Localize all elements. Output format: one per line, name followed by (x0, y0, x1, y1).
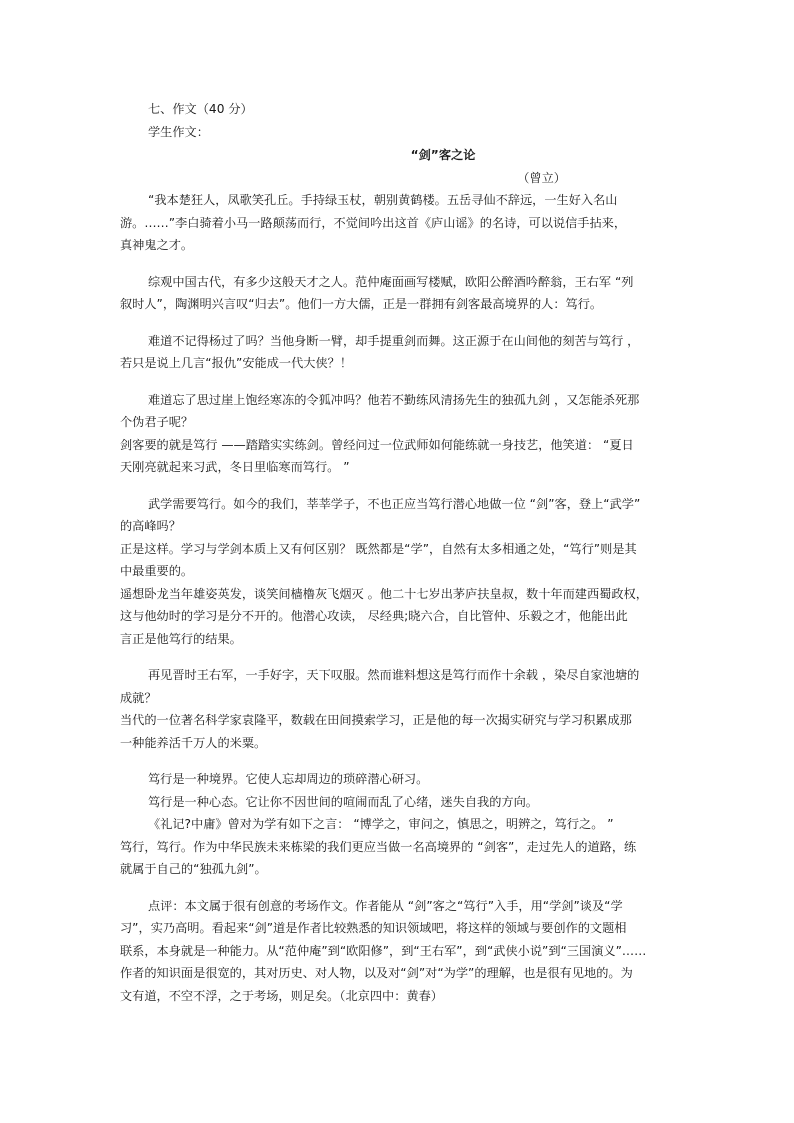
essay-author: （曾立） (517, 170, 566, 185)
text-line: 综观中国古代，有多少这般天才之人。范仲庵面画写楼赋，欧阳公醉酒吟醉翁，王右军 “列 (148, 274, 634, 289)
commentary (120, 895, 676, 1008)
section-heading: 七、作文（40 分） (148, 102, 253, 116)
text-line: 叙时人”，陶渊明兴言叹“归去”。他们一方大儒，正是一群拥有剑客最高境界的人：笃行。 (120, 297, 603, 311)
text-line: 一种能养活千万人的米粟。 (120, 735, 267, 750)
essay-document (120, 98, 676, 1007)
text-line: 作者的知识面是很宽的，其对历史、对人物，以及对“剑”对“为学”的理解，也是很有见地的。为 (120, 966, 633, 980)
text-line: 习”，实乃高明。看起来“剑”道是作者比较熟悉的知识领域吧，将这样的领域与要创作的文题相 (120, 921, 627, 935)
text-line: 联系，本身就是一种能力。从“范仲庵”到“欧阳修”，到“王右军”，到“武侠小说”到“三国演义”…… (120, 943, 647, 958)
text-line: 成就？ (120, 690, 157, 705)
text-line: 《礼记?中庸》曾对为学有如下之言： “博学之，审问之，慎思之，明辨之，笃行之。 ” (148, 817, 614, 831)
text-line: 若只是说上几言“报仇”安能成一代大侠？！ (120, 356, 353, 370)
text-line: 的高峰吗？ (120, 519, 181, 533)
text-line: 难道不记得杨过了吗？当他身断一臂，却手提重剑而舞。这正源于在山间他的刻苦与笃行 ， (148, 333, 640, 348)
text-line: 个伪君子呢？ (120, 415, 194, 429)
text-line: 中最重要的。 (120, 564, 194, 578)
essay-title: “剑”客之论 (410, 148, 476, 162)
paragraph-6 (120, 664, 676, 754)
text-line: 笃行是一种心态。它让你不因世间的喧闹而乱了心绪，迷失自我的方向。 (148, 794, 538, 809)
text-line: 真神鬼之才。 (120, 238, 194, 252)
text-line: 正是这样。学习与学剑本质上又有何区别？ 既然都是“学”，自然有太多相通之处，“笃行”则是其 (120, 541, 637, 556)
paragraph-1 (120, 189, 676, 257)
text-line: 就属于自己的“独孤九剑”。 (120, 862, 267, 876)
text-line: 天刚亮就起来习武，冬日里临寒而笃行。 ” (120, 460, 350, 474)
paragraph-5 (120, 493, 676, 651)
text-line: 再见晋时王右军，一手好字，天下叹服。然而谁料想这是笃行而作十余载 ，染尽自家池塘的 (148, 668, 640, 682)
text-line: 言正是他笃行的结果。 (120, 631, 242, 646)
paragraph-3 (120, 330, 676, 375)
text-line: 笃行是一种境界。它使人忘却周边的琐碎潜心研习。 (148, 772, 429, 786)
student-label: 学生作文： (148, 124, 209, 139)
text-line: “我本楚狂人，凤歌笑孔丘。手持绿玉杖，朝别黄鹤楼。五岳寻仙不辞远，一生好入名山 (148, 193, 618, 207)
text-line: 笃行，笃行。作为中华民族未来栋梁的我们更应当做一名高境界的 “剑客”，走过先人的道路，练 (120, 839, 637, 854)
text-line: 武学需要笃行。如今的我们，莘莘学子，不也正应当笃行潜心地做一位 “剑”客，登上“武学” (148, 496, 641, 511)
text-line: 点评：本文属于很有创意的考场作文。作者能从 “剑”客之“笃行”入手，用“学剑”谈及“学 (148, 898, 623, 913)
text-line: 难道忘了思过崖上饱经寒冻的令狐冲吗？他若不勤练风清扬先生的独孤九剑 ，又怎能杀死那 (148, 392, 640, 407)
paragraph-2 (120, 271, 676, 316)
paragraph-4 (120, 389, 676, 479)
text-line: 这与他幼时的学习是分不开的。他潜心攻读， 尽经典;晓六合，自比管仲、乐毅之才，他能出此 (120, 609, 628, 623)
text-line: 文有道，不空不浮，之于考场，则足矣。（北京四中：黄春） (120, 988, 443, 1003)
text-line: 遥想卧龙当年雄姿英发，谈笑间樯橹灰飞烟灭 。他二十七岁出茅庐扶皇叔，数十年而建西蜀政权， (120, 586, 648, 601)
text-line: 游。……”李白骑着小马一路颠荡而行，不觉间吟出这首《庐山谣》的名诗，可以说信手拈来， (120, 215, 627, 230)
text-line: 当代的一位著名科学家袁隆平，数载在田间摸索学习，正是他的每一次揭实研究与学习积累成那 (120, 713, 632, 727)
paragraph-7 (120, 768, 676, 881)
text-line: 剑客要的就是笃行 ——踏踏实实练剑。曾经问过一位武师如何能练就一身技艺，他笑道： “夏日 (120, 437, 634, 452)
